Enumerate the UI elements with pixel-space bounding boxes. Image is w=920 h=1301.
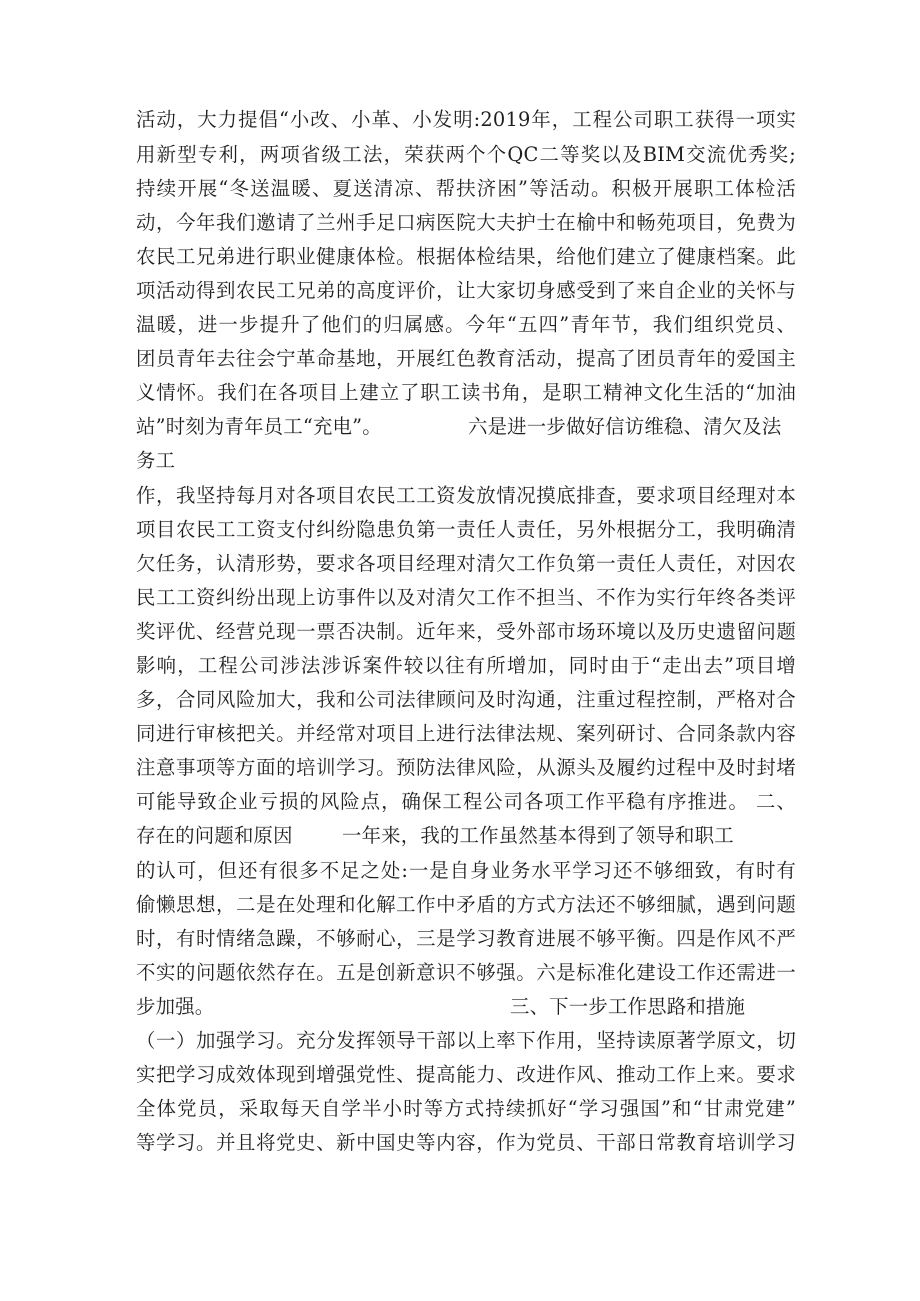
text-line: 等学习。并且将党史、新中国史等内容，作为党员、干部日常教育培训学习: [136, 1131, 796, 1154]
text-line: 民工工资纠纷出现上访事件以及对清欠工作不担当、不作为实行年终各类评: [136, 586, 796, 609]
text-line: [136, 412, 796, 442]
text-line: 同进行审核把关。并经常对项目上进行法律法规、案列研讨、合同条款内容: [136, 722, 796, 745]
text-line: 持续开展“冬送温暖、夏送清凉、帮扶济困”等活动。积极开展职工体检活: [136, 177, 796, 200]
text-line: 偷懒思想，二是在处理和化解工作中矛盾的方式方法还不够细腻，遇到问题: [136, 893, 796, 916]
section-heading: 存在的问题和原因: [136, 824, 293, 847]
text-line: 作，我坚持每月对各项目农民工工资发放情况摸底排查，要求项目经理对本: [136, 484, 796, 507]
text-line: （一）加强学习。充分发挥领导干部以上率下作用，坚持读原著学原文，切: [136, 1029, 796, 1052]
text-line: 奖评优、经营兑现一票否决制。近年来，受外部市场环境以及历史遗留问题: [136, 620, 796, 643]
text-line: 实把学习成效体现到增强党性、提高能力、改进作风、推动工作上来。要求: [136, 1063, 796, 1086]
text-line: 活动，大力提倡“小改、小革、小发明:2019年，工程公司职工获得一项实: [136, 108, 796, 131]
text-line: 动，今年我们邀请了兰州手足口病医院大夫护士在榆中和畅苑项目，免费为: [136, 211, 796, 234]
text-line: 时，有时情绪急躁，不够耐心，三是学习教育进展不够平衡。四是作风不严: [136, 927, 796, 950]
text-segment: 步加强。: [136, 995, 215, 1018]
text-line: 用新型专利，两项省级工法，荣获两个个QC二等奖以及BIM交流优秀奖;: [136, 143, 796, 166]
text-line: 农民工兄弟进行职业健康体检。根据体检结果，给他们建立了健康档案。此: [136, 245, 796, 268]
text-line: 欠任务，认清形势，要求各项目经理对清欠工作负第一责任人责任，对因农: [136, 552, 796, 575]
text-line: 多，合同风险加大，我和公司法律顾问及时沟通，注重过程控制，严格对合: [136, 688, 796, 711]
text-segment: 一年来，我的工作虽然基本得到了领导和职工: [342, 824, 734, 847]
section-heading-inline: 六是进一步做好信访维稳、清欠及法: [468, 415, 782, 438]
text-line: 不实的问题依然存在。五是创新意识不够强。六是标准化建设工作还需进一: [136, 961, 796, 984]
text-line: 温暖，进一步提升了他们的归属感。今年“五四”青年节，我们组织党员、: [136, 313, 796, 336]
text-line: 全体党员，采取每天自学半小时等方式持续抓好“学习强国”和“甘肃党建”: [136, 1097, 796, 1120]
text-line: 影响，工程公司涉法涉诉案件较以往有所增加，同时由于“走出去”项目增: [136, 654, 796, 677]
text-line: 注意事项等方面的培训学习。预防法律风险，从源头及履约过程中及时封堵: [136, 756, 796, 779]
text-line: 可能导致企业亏损的风险点，确保工程公司各项工作平稳有序推进。 二、: [136, 790, 796, 813]
text-line: 义情怀。我们在各项目上建立了职工读书角，是职工精神文化生活的“加油: [136, 381, 796, 404]
section-heading: 三、下一步工作思路和措施: [510, 995, 746, 1018]
text-segment: 站”时刻为青年员工“充电”。: [136, 415, 382, 438]
text-line: 团员青年去往会宁革命基地，开展红色教育活动，提高了团员青年的爱国主: [136, 347, 796, 370]
text-line: [136, 992, 796, 1022]
text-line: 项活动得到农民工兄弟的高度评价，让大家切身感受到了来自企业的关怀与: [136, 279, 796, 302]
text-line: 务工: [136, 449, 176, 472]
text-line: [136, 821, 796, 851]
text-line: 项目农民工工资支付纠纷隐患负第一责任人责任，另外根据分工，我明确清: [136, 518, 796, 541]
text-line: 的认可，但还有很多不足之处:一是自身业务水平学习还不够细致，有时有: [136, 859, 796, 882]
